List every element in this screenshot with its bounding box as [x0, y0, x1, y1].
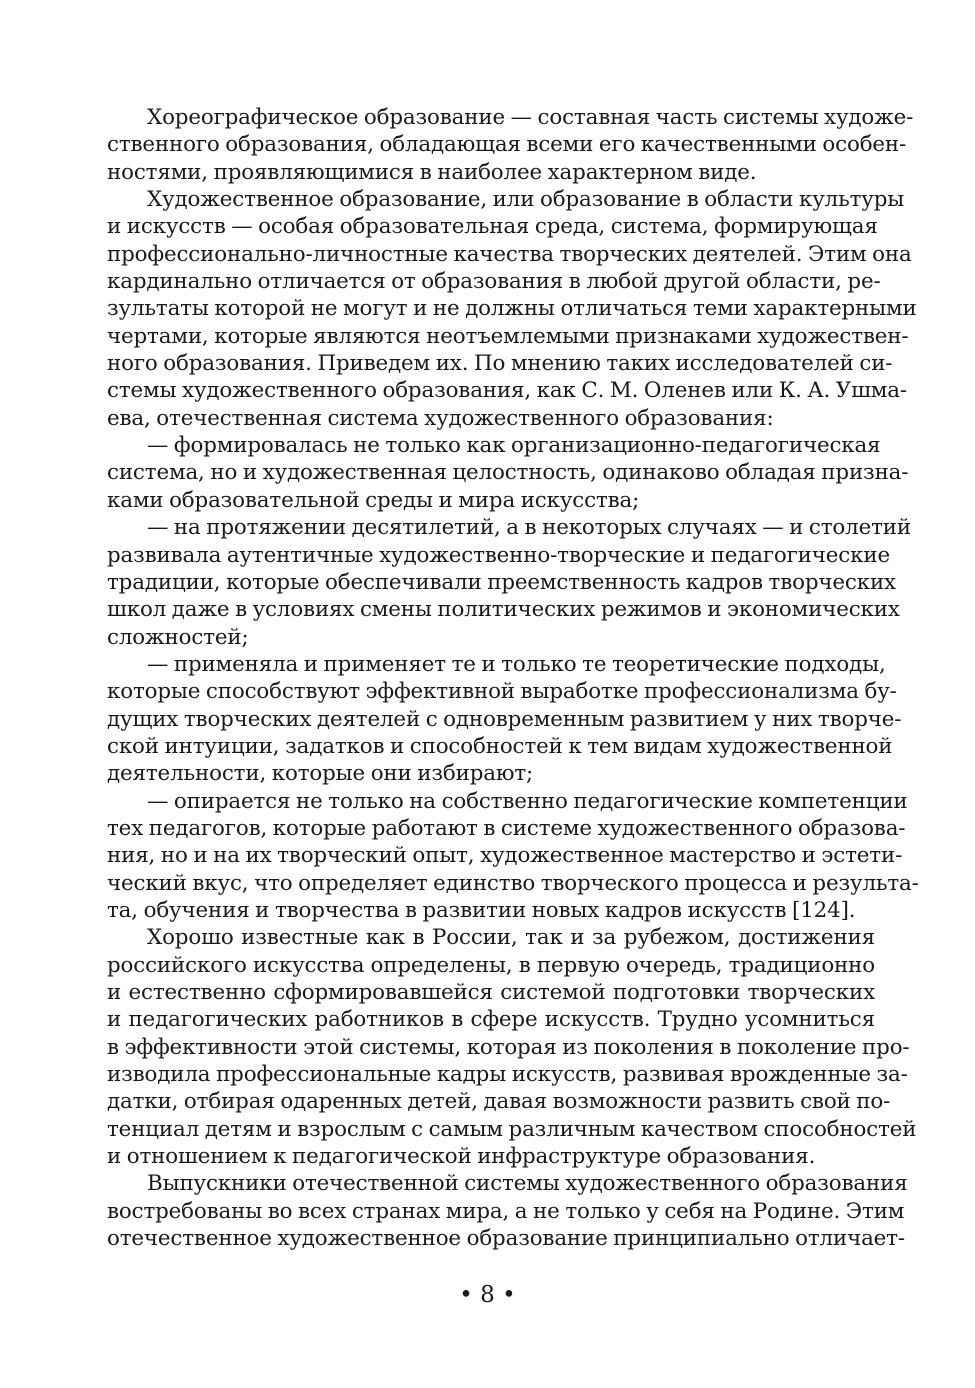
text-line: — формировалась не только как организационно-педагогическая	[147, 433, 881, 459]
text-line: сложностей;	[107, 624, 249, 650]
text-line: Хореографическое образование — составная часть системы художе-	[147, 105, 914, 130]
text-line: профессионально-личностные качества творческих деятелей. Этим она	[107, 241, 912, 267]
text-line: и педагогических работников в сфере искусств. Трудно усомниться	[107, 1007, 875, 1033]
text-line: ственного образования, обладающая всеми его качественными особен-	[107, 132, 907, 158]
text-line: ния, но и на их творческий опыт, художественное мастерство и эстети-	[107, 843, 903, 869]
text-line: отечественное художественное образование принципиально отличает-	[107, 1226, 905, 1252]
text-line: система, но и художественная целостность, одинаково обладая призна-	[107, 460, 909, 486]
text-line: тенциал детям и взрослым с самым различным качеством способностей	[107, 1116, 917, 1142]
text-line: и отношением к педагогической инфраструктуре образования.	[107, 1144, 816, 1170]
text-line: деятельности, которые они избирают;	[107, 761, 534, 787]
text-line: ками образовательной среды и мира искусства;	[107, 487, 640, 513]
text-line: школ даже в условиях смены политических режимов и экономических	[107, 597, 900, 623]
text-line: Хорошо известные как в России, так и за рубежом, достижения	[147, 925, 875, 951]
text-line: востребованы во всех странах мира, а не только у себя на Родине. Этим	[107, 1198, 905, 1224]
text-line: датки, отбирая одаренных детей, давая возможности развить свой по-	[107, 1089, 891, 1115]
text-line: ской интуиции, задатков и способностей к тем видам художественной	[107, 733, 893, 759]
text-line: развивала аутентичные художественно-творческие и педагогические	[107, 542, 890, 568]
text-line: в эффективности этой системы, которая из поколения в поколение про-	[107, 1034, 910, 1060]
text-line: российского искусства определены, в первую очередь, традиционно	[107, 952, 875, 978]
text-line: и естественно сформировавшейся системой подготовки творческих	[107, 980, 875, 1005]
text-line: и искусств — особая образовательная среда, система, формирующая	[107, 214, 878, 240]
text-line: Художественное образование, или образование в области культуры	[147, 187, 905, 213]
text-line: — опирается не только на собственно педагогические компетенции	[147, 788, 908, 814]
text-line: зультаты которой не могут и не должны отличаться теми характерными	[107, 296, 917, 322]
text-line: та, обучения и творчества в развитии новых кадров искусств [124].	[107, 897, 856, 923]
text-line: — на протяжении десятилетий, а в некоторых случаях — и столетий	[147, 515, 911, 541]
text-line: ева, отечественная система художественного образования:	[107, 405, 774, 431]
text-line: тех педагогов, которые работают в системе художественного образова-	[107, 815, 906, 841]
text-line: дущих творческих деятелей с одновременным развитием у них творче-	[107, 706, 902, 732]
text-line: ностями, проявляющимися в наиболее характерном виде.	[107, 159, 757, 185]
page-number: • 8 •	[459, 1282, 516, 1308]
text-line: изводила профессиональные кадры искусств, развивая врожденные за-	[107, 1062, 908, 1088]
text-line: кардинально отличается от образования в любой другой области, ре-	[107, 269, 881, 295]
text-line: стемы художественного образования, как С. М. Оленев или К. А. Ушма-	[107, 378, 907, 404]
text-line: ного образования. Приведем их. По мнению таких исследователей си-	[107, 351, 893, 377]
text-line: ческий вкус, что определяет единство творческого процесса и результа-	[107, 870, 919, 896]
text-line: — применяла и применяет те и только те теоретические подходы,	[147, 651, 886, 677]
text-line: чертами, которые являются неотъемлемыми признаками художествен-	[107, 323, 909, 349]
text-line: Выпускники отечественной системы художественного образования	[147, 1171, 908, 1197]
text-line: традиции, которые обеспечивали преемственность кадров творческих	[107, 569, 896, 595]
body-text	[107, 104, 919, 1252]
text-line: которые способствуют эффективной выработке профессионализма бу-	[107, 679, 897, 705]
